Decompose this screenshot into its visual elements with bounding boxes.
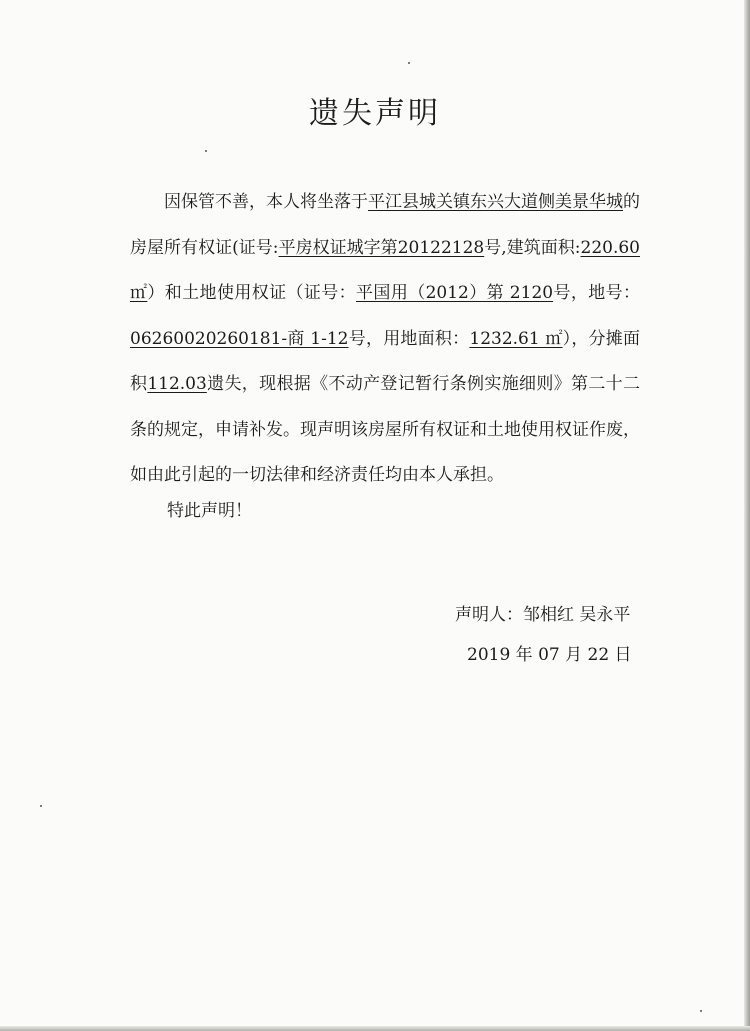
document-title: 遗失声明 xyxy=(309,96,441,131)
body-text-3: 号,建筑面积: xyxy=(484,237,581,258)
statement-paragraph xyxy=(130,180,640,499)
statement-date: 2019 年 07 月 22 日 xyxy=(467,645,632,665)
closing-remark: 特此声明！ xyxy=(167,501,252,521)
body-text-7: ），分摊面积 xyxy=(130,328,641,394)
body-text-8: 遗失，现根据《不动产登记暂行条例实施细则》第二十二条的规定，申请补发。现声明该房屋所有权证和土地使用权证作废，如由此引起的一切法律和经济责任均由本人承担。 xyxy=(130,374,640,485)
shared-area: 112.03 xyxy=(147,374,207,394)
body-text-6: 号，用地面积： xyxy=(348,328,470,349)
building-area: 220.60 ㎡ xyxy=(130,237,640,303)
body-text-2: 的房屋所有权证(证号: xyxy=(130,192,640,258)
scan-speck xyxy=(40,805,42,807)
land-lot-number: 06260020260181-商 1-12 xyxy=(130,328,349,349)
page-edge-shadow xyxy=(0,1026,750,1031)
land-certificate-number: 平国用（2012）第 2120 xyxy=(356,283,554,303)
house-certificate-number: 平房权证城字第20122128 xyxy=(278,237,485,258)
signer-line: 声明人：邹相红 吴永平 xyxy=(455,605,631,625)
body-text-5: 号，地号： xyxy=(553,283,641,303)
property-location: 平江县城关镇东兴大道侧美景华城 xyxy=(368,192,623,212)
body-text-1: 因保管不善，本人将坐落于 xyxy=(164,192,368,212)
land-area: 1232.61 ㎡ xyxy=(469,328,563,349)
body-text-4: ）和土地使用权证（证号： xyxy=(147,283,357,303)
scan-speck xyxy=(408,62,410,64)
scan-speck xyxy=(205,150,207,152)
scan-speck xyxy=(700,1010,702,1012)
page-edge-shadow xyxy=(744,0,750,1031)
